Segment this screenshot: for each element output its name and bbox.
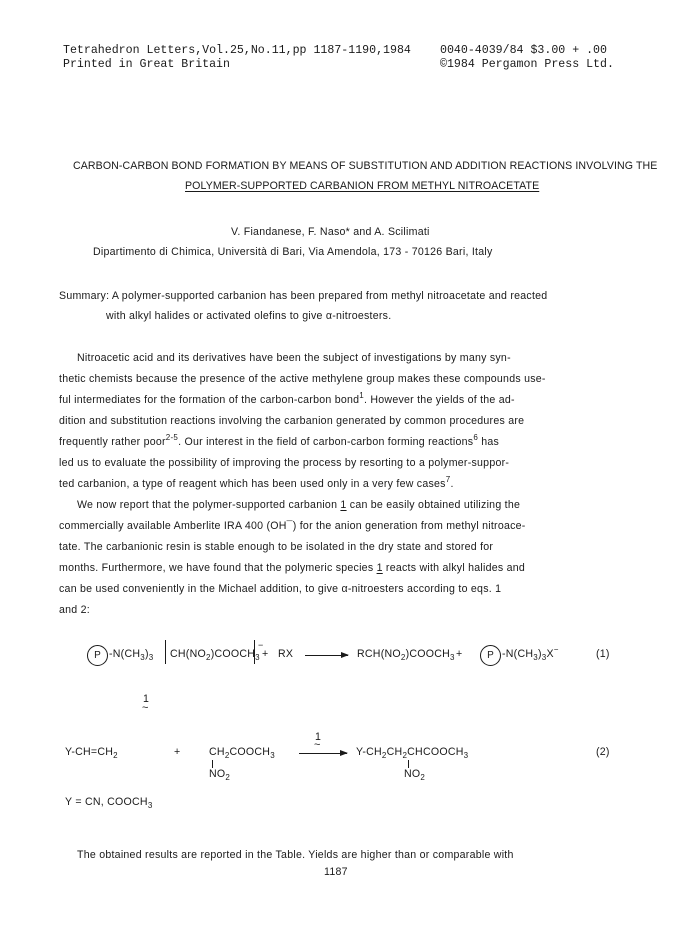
polymer-circle-right: P: [480, 645, 501, 666]
eq2-ester: [209, 746, 275, 758]
authors: V. Fiandanese, F. Naso* and A. Scilimati: [231, 226, 430, 238]
eq2-nitro-a: NO: [209, 768, 226, 780]
para1-line-3-text: ful intermediates for the formation of the carbon-carbon bond: [59, 394, 360, 406]
para1-line-5-end: has: [478, 436, 500, 448]
eq2-ester-nitro: [209, 768, 230, 780]
eq2-ester-sub2: 3: [270, 751, 275, 760]
eq2-olefin-sub: 2: [113, 751, 118, 760]
printed-location: Printed in Great Britain: [63, 58, 230, 71]
eq2-product-a: Y-CH: [356, 746, 382, 758]
eq2-arrow: [299, 753, 347, 754]
eq2-ester-a: CH: [209, 746, 225, 758]
copyright: ©1984 Pergamon Press Ltd.: [440, 58, 614, 71]
affiliation: Dipartimento di Chimica, Università di Bari, Via Amendola, 173 - 70126 Bari, Italy: [93, 246, 493, 258]
eq1-product-sub2: 3: [450, 653, 455, 662]
eq2-product-nitro: [404, 768, 425, 780]
compound-1-ref-2: 1: [376, 562, 383, 574]
para1-line-3-end: . However the yields of the ad-: [363, 394, 515, 406]
reference-6: 6: [473, 433, 479, 442]
compound-1-label: 1: [143, 693, 150, 705]
para1-line-5-text: frequently rather poor: [59, 436, 166, 448]
eq1-product-a: RCH(NO: [357, 648, 401, 660]
eq1-arrow: [305, 655, 348, 656]
eq2-arrow-label: 1: [315, 731, 322, 743]
equation-1-number: (1): [596, 648, 610, 660]
para1-line-7-end: .: [450, 478, 454, 490]
eq2-product-sub2: 2: [402, 751, 408, 760]
polymer-circle-left: P: [87, 645, 108, 666]
title-line-1: CARBON-CARBON BOND FORMATION BY MEANS OF SUBSTITUTION AND ADDITION REACTIONS INVOLVING THE: [73, 160, 658, 172]
reference-7: 7: [445, 475, 451, 484]
eq2-ester-b: COOCH: [229, 746, 271, 758]
eq1-product-b: )COOCH: [405, 648, 451, 660]
carbanion-group: $CH(NO_2)COOCH_3$: [170, 648, 260, 662]
page-number: 1187: [324, 866, 348, 878]
eq2-olefin-text: Y-CH=CH: [65, 746, 114, 758]
eq1-plus-2: +: [456, 648, 463, 660]
para2-line-1-text: We now report that the polymer-supported carbanion: [77, 499, 341, 511]
eq2-product-sub: 2: [381, 751, 387, 760]
eq2-product-nitro-sub: 2: [420, 773, 426, 782]
para1-line-3: [59, 391, 515, 406]
equation-2-number: (2): [596, 746, 610, 758]
eq2-product-nitro-a: NO: [404, 768, 421, 780]
compound-1-ref: 1: [340, 499, 347, 511]
y-definition: [65, 796, 153, 808]
eq2-olefin: [65, 746, 118, 758]
ammonium-group-right: $-N(CH_3)_3X^-$: [502, 645, 559, 662]
eq1-product: [357, 648, 455, 660]
issn-price: 0040-4039/84 $3.00 + .00: [440, 44, 607, 57]
eq2-product: [356, 746, 468, 758]
ammonium-group-left: $-N(CH_3)_3$: [109, 648, 154, 662]
para1-line-2: thetic chemists because the presence of the active methylene group makes these compounds use-: [59, 373, 546, 385]
para2-line-3: tate. The carbanionic resin is stable enough to be isolated in the dry state and stored for: [59, 541, 494, 553]
para2-line-4: [59, 562, 525, 574]
para1-line-7: [59, 475, 454, 490]
compound-1-tilde: ~: [142, 702, 149, 714]
para2-line-1: [77, 499, 520, 511]
para1-line-6: led us to evaluate the possibility of improving the process by resorting to a polymer-suppor-: [59, 457, 510, 469]
para2-line-4-end: reacts with alkyl halides and: [382, 562, 526, 574]
eq2-product-bond: [408, 760, 409, 768]
y-definition-sub: 3: [147, 801, 153, 810]
summary-line-2: with alkyl halides or activated olefins to give α-nitroesters.: [106, 310, 392, 322]
para2-line-5: can be used conveniently in the Michael addition, to give α-nitroesters according to eqs. 1: [59, 583, 502, 595]
reference-1: 1: [359, 391, 364, 400]
para2-line-2: commercially available Amberlite IRA 400 (OH¯) for the anion generation from methyl nitroace-: [59, 520, 526, 532]
eq1-product-sub: 2: [400, 653, 406, 662]
eq2-plus: +: [174, 746, 181, 758]
eq1-plus-1: +: [262, 648, 269, 660]
eq2-product-c: CHCOOCH: [407, 746, 464, 758]
para2-line-6: and 2:: [59, 604, 90, 616]
y-definition-text: Y = CN, COOCH: [65, 796, 148, 808]
title-line-2: POLYMER-SUPPORTED CARBANION FROM METHYL NITROACETATE: [185, 180, 540, 192]
bracket-right: [250, 640, 255, 664]
para2-line-1-end: can be easily obtained utilizing the: [346, 499, 521, 511]
eq2-ester-bond: [212, 760, 213, 768]
eq1-reagent: RX: [278, 648, 294, 660]
para1-line-5-mid: . Our interest in the field of carbon-carbon forming reactions: [178, 436, 474, 448]
eq2-arrow-tilde: ~: [314, 739, 321, 751]
eq2-ester-sub: 2: [224, 751, 230, 760]
eq2-product-b: CH: [386, 746, 403, 758]
anion-charge: −: [258, 640, 264, 650]
para1-line-7-text: ted carbanion, a type of reagent which has been used only in a very few cases: [59, 478, 446, 490]
closing-line: The obtained results are reported in the Table. Yields are higher than or comparable with: [77, 849, 514, 861]
reference-2-5: 2-5: [165, 433, 179, 442]
para1-line-5: [59, 433, 500, 448]
para1-line-4: dition and substitution reactions involving the carbanion generated by common procedures are: [59, 415, 525, 427]
journal-citation: Tetrahedron Letters,Vol.25,No.11,pp 1187-1190,1984: [63, 44, 411, 57]
para2-line-4-text: months. Furthermore, we have found that the polymeric species: [59, 562, 377, 574]
summary-line-1: Summary: A polymer-supported carbanion has been prepared from methyl nitroacetate and reacted: [59, 290, 548, 302]
eq2-product-sub3: 3: [463, 751, 469, 760]
eq2-nitro-sub: 2: [225, 773, 231, 782]
para1-line-1: Nitroacetic acid and its derivatives have been the subject of investigations by many syn-: [77, 352, 511, 364]
